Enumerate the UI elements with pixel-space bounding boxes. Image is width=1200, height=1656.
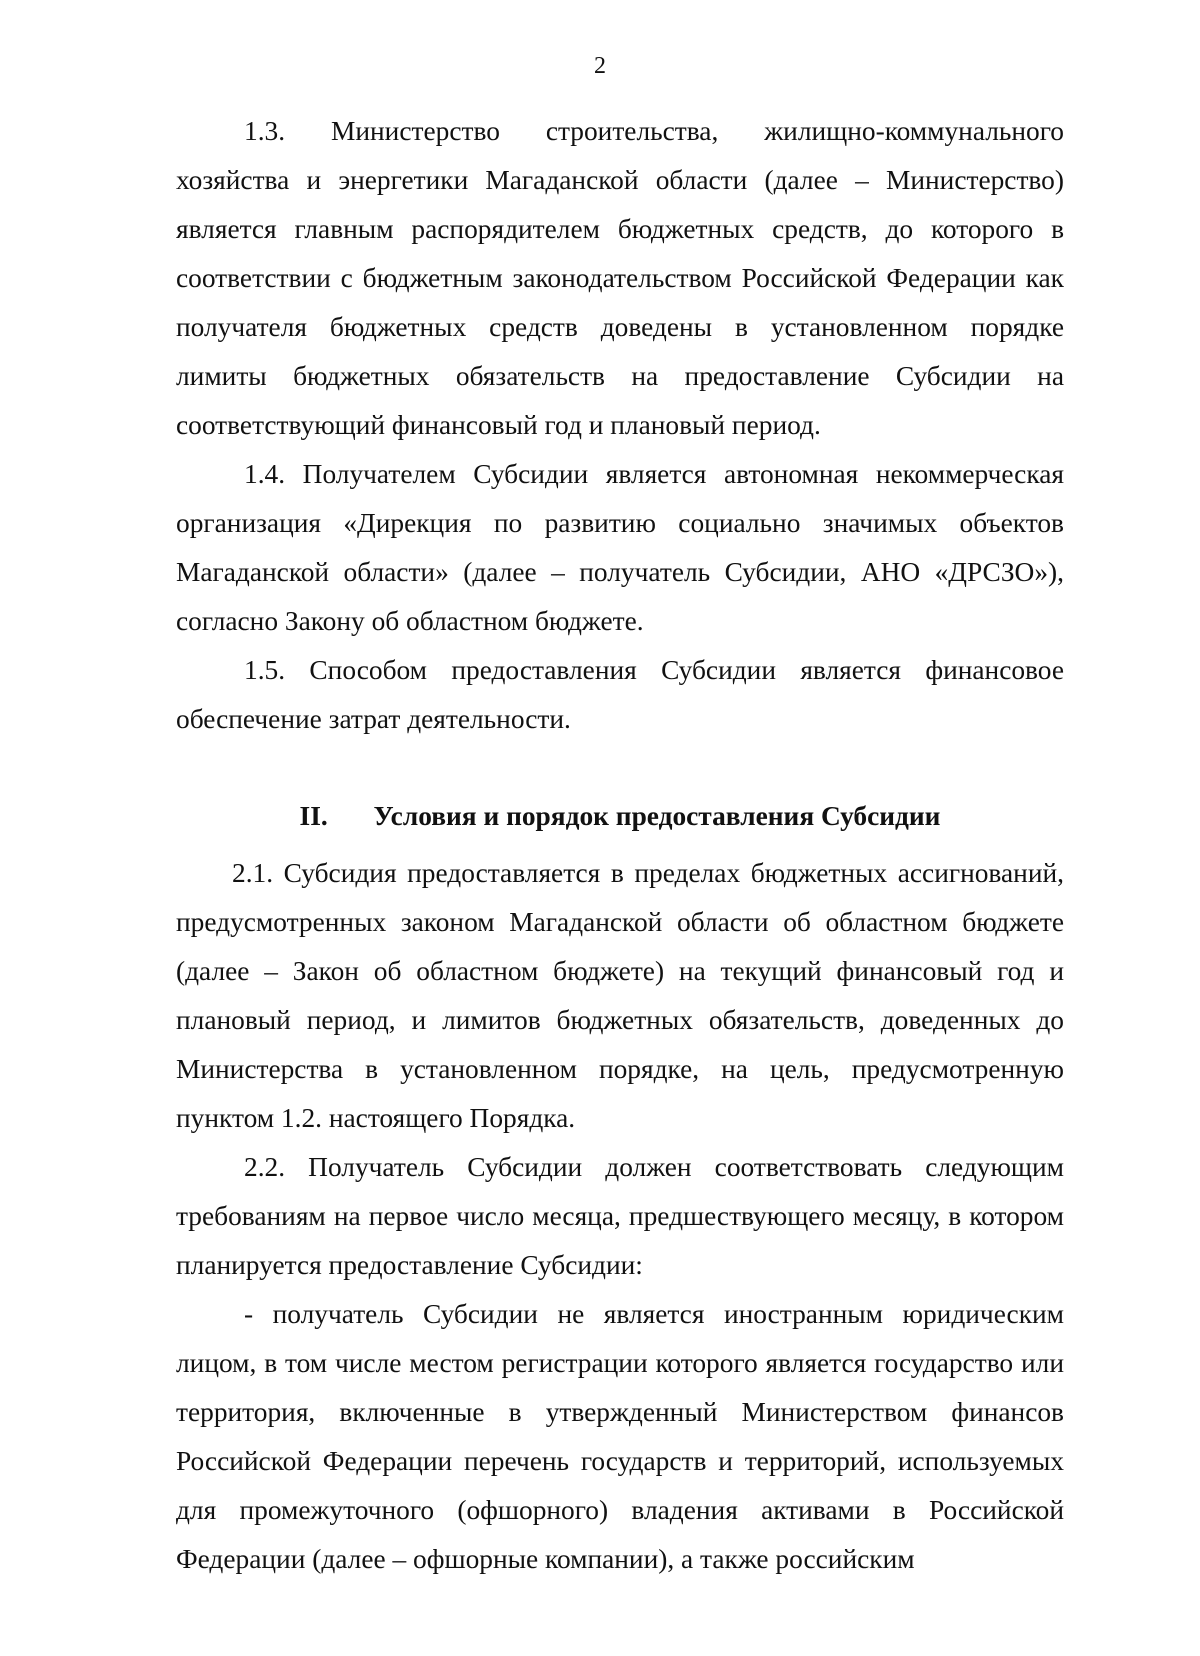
paragraph-1-3: 1.3. Министерство строительства, жилищно-коммунального хозяйства и энергетики Магаданской области (далее – Министерство) является главным распорядителем бюджетных средств, до которого в соответствии с бюджетным законодательством Российской Федерации как получателя бюджетных средств доведены в установленном порядке лимиты бюджетных обязательств на предоставление Субсидии на соответствующий финансовый год и плановый период. [176,116,1064,440]
section-spacer [176,744,1064,758]
paragraph-2-2: 2.2. Получатель Субсидии должен соответствовать следующим требованиям на первое число месяца, предшествующего месяцу, в котором планируется предоставление Субсидии: [176,1152,1064,1280]
section-number: II. [299,801,328,831]
paragraph-2-1: 2.1. Субсидия предоставляется в пределах бюджетных ассигнований, предусмотренных законом Магаданской области об областном бюджете (далее – Закон об областном бюджете) на текущий финансовый год и плановый период, и лимитов бюджетных обязательств, доведенных до Министерства в установленном порядке, на цель, предусмотренную пунктом 1.2. настоящего Порядка. [176,858,1064,1133]
section-heading [176,792,1064,841]
paragraph-requirement-1: - получатель Субсидии не является иностранным юридическим лицом, в том числе местом регистрации которого является государство или территория, включенные в утвержденный Министерством финансов Российской Федерации перечень государств и территорий, используемых для промежуточного (офшорного) владения активами в Российской Федерации (далее – офшорные компании), а также российским [176,1299,1064,1574]
page-number: 2 [594,53,606,79]
document-body [176,107,1064,1584]
section-title: Условия и порядок предоставления Субсидии [373,801,941,831]
paragraph-1-5: 1.5. Способом предоставления Субсидии является финансовое обеспечение затрат деятельности. [176,655,1064,734]
paragraph-1-4: 1.4. Получателем Субсидии является автономная некоммерческая организация «Дирекция по развитию социально значимых объектов Магаданской области» (далее – получатель Субсидии, АНО «ДРСЗО»), согласно Закону об областном бюджете. [176,459,1064,636]
